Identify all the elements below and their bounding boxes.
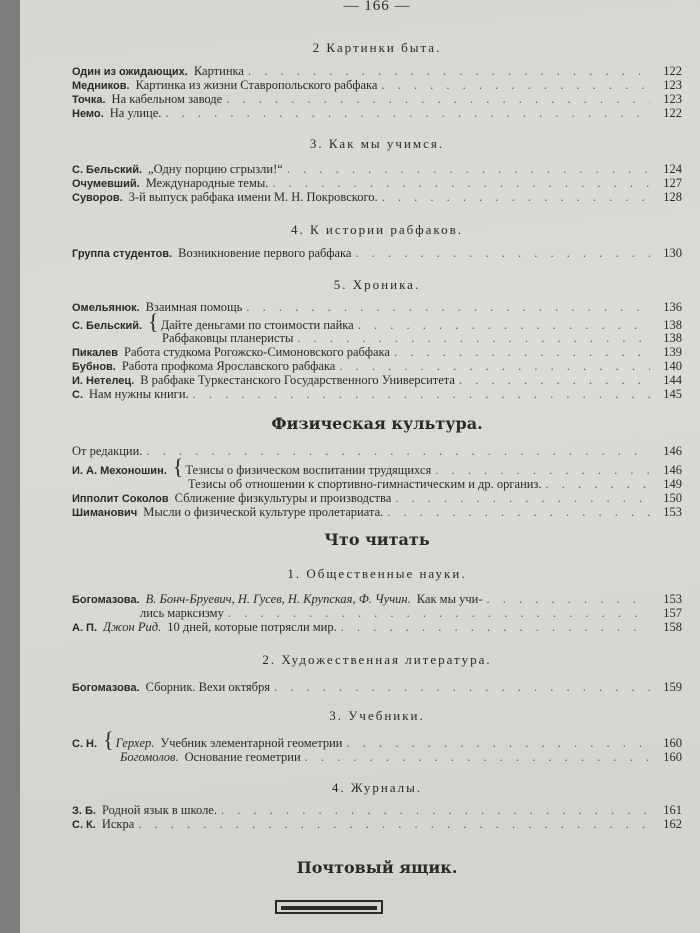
entry-title: Нам нужны книги. [89, 387, 189, 401]
entry-page: 138 [663, 331, 682, 345]
entry-author: З. Б. [72, 805, 96, 817]
entry-page: 138 [663, 318, 682, 332]
section-heading: 3. Как мы учимся. [309, 136, 445, 151]
entry-page: 122 [663, 64, 682, 78]
leader-dots [305, 750, 650, 765]
leader-dots [487, 592, 651, 607]
section-heading: 3. Учебники. [329, 708, 425, 723]
entry-title: Работа студкома Рогожско-Симоновского рабфака [124, 345, 390, 359]
entry-author: Шиманович [72, 507, 138, 519]
entry-title: лись марксизму [140, 606, 224, 620]
entry-title-italic: В. Бонч-Бруевич, Н. Гусев, Н. Крупская, Ф. Чучин. [145, 592, 411, 606]
leader-dots [339, 359, 650, 374]
entry-title: Мысли о физической культуре пролетариата. [143, 505, 384, 519]
ornament-rule [275, 900, 383, 914]
entry-author: С. [72, 389, 83, 401]
toc-entry [72, 162, 682, 176]
entry-page: 122 [663, 106, 682, 120]
toc-entry [72, 491, 682, 505]
toc-entry [72, 505, 682, 519]
entry-author: Один из ожидающих. [72, 66, 188, 78]
entry-page: 123 [663, 92, 682, 106]
toc-entry [72, 106, 682, 120]
toc-entry [72, 750, 682, 764]
entry-author: И. А. Мехоношин. [72, 465, 167, 477]
toc-entry [72, 64, 682, 78]
leader-dots [272, 176, 650, 191]
entry-author: Медников. [72, 80, 130, 92]
leader-dots [435, 463, 650, 478]
entry-title: На кабельном заводе [111, 92, 223, 106]
entry-title-italic: Джон Рид. [103, 620, 162, 634]
toc-entry [72, 817, 682, 831]
entry-page: 128 [663, 190, 682, 204]
entry-page: 158 [663, 620, 682, 634]
leader-dots [287, 162, 650, 177]
leader-dots [226, 92, 650, 107]
section-heading: 2. Художественная литература. [262, 652, 492, 667]
toc-entry [72, 454, 682, 479]
entry-title: Учебник элементарной геометрии [160, 736, 343, 750]
entry-title: Возникновение первого рабфака [178, 246, 352, 260]
entry-title: В рабфаке Туркестанского Государственного Университета [140, 373, 455, 387]
entry-author: С. К. [72, 819, 96, 831]
entry-title: Тезисы о физическом воспитании трудящихся [185, 463, 432, 477]
entry-page: 157 [663, 606, 682, 620]
leader-dots [382, 190, 650, 205]
toc-entry [72, 345, 682, 359]
entry-title: На улице. [109, 106, 162, 120]
leader-dots [381, 78, 650, 93]
entry-author: С. Бельский. [72, 320, 143, 332]
major-heading: Физическая культура. [271, 414, 483, 433]
entry-title: Работа профкома Ярославского рабфака [121, 359, 336, 373]
entry-title: Картинка [193, 64, 244, 78]
entry-page: 149 [663, 477, 682, 491]
entry-author: А. П. [72, 622, 98, 634]
entry-title: Международные темы. [145, 176, 269, 190]
toc-entry [72, 300, 682, 314]
entry-page: 161 [663, 803, 682, 817]
leader-dots [387, 505, 650, 520]
entry-title: Основание геометрии [184, 750, 301, 764]
entry-title-italic: Герхер. [115, 736, 155, 750]
entry-title: Родной язык в школе. [101, 803, 217, 817]
leader-dots [297, 331, 650, 346]
section-heading: 5. Хроника. [333, 277, 421, 292]
toc-entry [72, 803, 682, 817]
toc-entry [72, 373, 682, 387]
entry-page: 145 [663, 387, 682, 401]
leader-dots [228, 606, 650, 621]
leader-dots [248, 64, 650, 79]
entry-title: От редакции. [72, 444, 143, 458]
entry-author: Пикалев [72, 347, 119, 359]
leader-dots [274, 680, 650, 695]
toc-entry [72, 477, 682, 491]
leader-dots [459, 373, 650, 388]
entry-page: 150 [663, 491, 682, 505]
entry-author: Ипполит Соколов [72, 493, 169, 505]
toc-entry [72, 331, 682, 345]
book-page [20, 0, 700, 933]
section-heading: 4. Журналы. [331, 780, 423, 795]
section-heading: 4. К истории рабфаков. [291, 222, 463, 237]
leader-dots [394, 345, 650, 360]
toc-entry [72, 190, 682, 204]
entry-page: 153 [663, 592, 682, 606]
entry-author: Омельянюк. [72, 302, 140, 314]
toc-entry [72, 359, 682, 373]
leader-dots [246, 300, 650, 315]
entry-title: Тезисы об отношении к спортивно-гимнастическим и др. организ. [188, 477, 542, 491]
entry-title: 10 дней, которые потрясли мир. [167, 620, 337, 634]
entry-page: 140 [663, 359, 682, 373]
entry-page: 160 [663, 750, 682, 764]
toc-entry [72, 92, 682, 106]
toc-entry [72, 606, 682, 620]
section-heading: 2 Картинки быта. [312, 40, 442, 55]
entry-page: 146 [663, 463, 682, 477]
brace-glyph: { [172, 454, 184, 479]
entry-author: Бубнов. [72, 361, 116, 373]
entry-author: Богомазова. [72, 682, 140, 694]
entry-author: Группа студентов. [72, 248, 173, 260]
leader-dots [146, 444, 650, 459]
major-heading: Почтовый ящик. [296, 858, 458, 877]
entry-page: 159 [663, 680, 682, 694]
entry-author: Богомазова. [72, 594, 140, 606]
entry-title: Сборник. Вехи октября [145, 680, 270, 694]
entry-author: И. Нетелец. [72, 375, 135, 387]
entry-author: Суворов. [72, 192, 123, 204]
leader-dots [341, 620, 650, 635]
section-heading: 1. Общественные науки. [287, 566, 467, 581]
entry-author: Очумевший. [72, 178, 140, 190]
entry-page: 144 [663, 373, 682, 387]
entry-title: „Одну порцию сгрызли!“ [148, 162, 283, 176]
entry-title: Рабфаковцы планеристы [162, 331, 294, 345]
entry-page: 130 [663, 246, 682, 260]
entry-page: 123 [663, 78, 682, 92]
toc-entry [72, 387, 682, 401]
toc-entry [72, 78, 682, 92]
leader-dots [355, 246, 650, 261]
entry-title: Взаимная помощь [145, 300, 243, 314]
entry-title: 3-й выпуск рабфака имени М. Н. Покровского. [128, 190, 378, 204]
toc-entry [72, 680, 682, 694]
leader-dots [221, 803, 650, 818]
leader-dots [165, 106, 650, 121]
entry-title: Как мы учи- [416, 592, 483, 606]
toc-entry [72, 727, 682, 752]
leader-dots [193, 387, 650, 402]
entry-title: Дайте деньгами по стоимости пайка [160, 318, 354, 332]
page-number: — 166 — [343, 0, 411, 14]
toc-entry [72, 592, 682, 606]
entry-page: 139 [663, 345, 682, 359]
major-heading: Что читать [324, 530, 430, 549]
entry-page: 162 [663, 817, 682, 831]
leader-dots [546, 477, 650, 492]
entry-title: Сближение физкультуры и производства [174, 491, 392, 505]
toc-entry [72, 444, 682, 458]
entry-page: 124 [663, 162, 682, 176]
leader-dots [346, 736, 650, 751]
entry-page: 153 [663, 505, 682, 519]
brace-glyph: { [148, 309, 159, 334]
entry-title-italic: Богомолов. [120, 750, 179, 764]
entry-page: 127 [663, 176, 682, 190]
toc-entry [72, 176, 682, 190]
brace-glyph: { [103, 727, 114, 752]
entry-title: Искра [101, 817, 135, 831]
entry-author: С. Бельский. [72, 164, 143, 176]
entry-author: Точка. [72, 94, 106, 106]
toc-entry [72, 620, 682, 634]
entry-page: 146 [663, 444, 682, 458]
entry-page: 136 [663, 300, 682, 314]
toc-entry [72, 246, 682, 260]
entry-title: Картинка из жизни Ставропольского рабфака [135, 78, 378, 92]
toc-entry [72, 309, 682, 334]
entry-page: 160 [663, 736, 682, 750]
entry-author: Немо. [72, 108, 104, 120]
leader-dots [138, 817, 650, 832]
entry-author: С. Н. [72, 738, 98, 750]
leader-dots [395, 491, 650, 506]
